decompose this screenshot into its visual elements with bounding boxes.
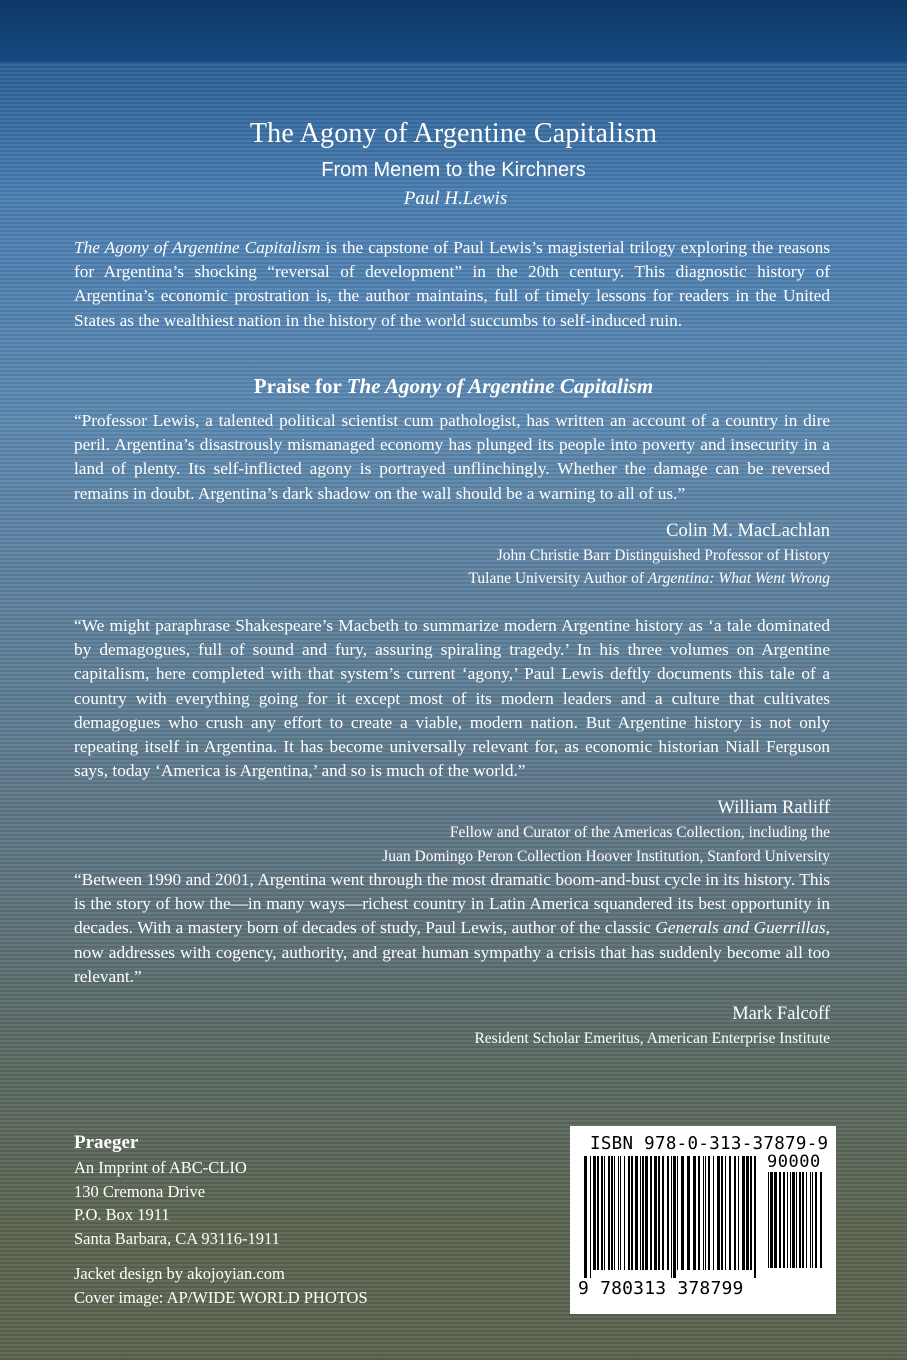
barcode-bar	[654, 1156, 657, 1270]
publisher-block	[74, 1130, 280, 1250]
barcode-bar	[783, 1172, 785, 1268]
barcode-bar	[729, 1156, 731, 1270]
book-author: Paul H.Lewis	[403, 188, 508, 209]
publisher-po-box: P.O. Box 1911	[74, 1205, 170, 1224]
barcode-bar	[774, 1172, 777, 1268]
barcode-bar	[750, 1156, 752, 1270]
quote-author-affiliation	[74, 567, 830, 591]
addon-barcode	[766, 1172, 826, 1276]
barcode-bar	[693, 1156, 696, 1270]
barcode-bar	[593, 1156, 596, 1270]
barcode-bar	[792, 1172, 795, 1268]
quote-author-name: Mark Falcoff	[732, 1004, 830, 1025]
barcode-bar	[770, 1172, 773, 1268]
quote-text: “Professor Lewis, a talented political scientist cum pathologist, has written an account of a country in dire peril. Argentina’s disastrously mismanaged economy has plunged its people into poverty and insecurity in a land of plenty. Its self-inflicted agony is portrayed unflinchingly. Whether the damage can be reversed remains in doubt. Argentina’s dark shadow on the wall should be a warning to all of us.”	[74, 411, 830, 503]
barcode-bar	[810, 1172, 811, 1268]
praise-heading-title: The Agony of Argentine Capitalism	[346, 374, 654, 398]
barcode-bar	[673, 1156, 676, 1278]
description-title-italic: The Agony of Argentine Capitalism	[74, 238, 321, 257]
quote-author-title: Fellow and Curator of the Americas Collection, including the	[449, 824, 830, 842]
praise-heading	[0, 371, 907, 401]
barcode-bar	[820, 1172, 822, 1268]
barcode-bar	[725, 1156, 726, 1270]
barcode-bar	[742, 1156, 745, 1270]
praise-quote-3	[74, 868, 830, 1051]
barcode-bar	[717, 1156, 720, 1270]
cover-image-credit: Cover image: AP/WIDE WORLD PHOTOS	[74, 1287, 368, 1307]
barcode-bar	[601, 1156, 603, 1270]
barcode-bar	[708, 1156, 710, 1270]
barcode-bar	[796, 1172, 797, 1268]
book-subtitle: From Menem to the Kirchners	[321, 159, 586, 181]
barcode-bar	[650, 1156, 652, 1270]
publisher-name: Praeger	[74, 1132, 139, 1153]
top-band	[0, 0, 907, 62]
quote-author-title: John Christie Barr Distinguished Professor of History	[496, 546, 830, 564]
barcode-bar	[687, 1156, 690, 1270]
barcode-bar	[611, 1156, 613, 1270]
barcode-bar	[620, 1156, 621, 1270]
jacket-design-credit: Jacket design by akojoyian.com	[74, 1264, 285, 1283]
barcode-bar	[812, 1172, 813, 1268]
barcode-bar	[604, 1156, 605, 1270]
publisher-street: 130 Cremona Drive	[74, 1181, 206, 1201]
barcode-bar	[746, 1156, 749, 1270]
description	[74, 236, 830, 333]
barcode-bar	[790, 1172, 791, 1268]
barcode-bar	[721, 1156, 723, 1270]
barcode-bar	[779, 1172, 781, 1268]
barcode-bar	[645, 1156, 648, 1270]
publisher-imprint: An Imprint of ABC-CLIO	[74, 1158, 247, 1177]
isbn-label: ISBN 978-0-313-37879-9	[590, 1134, 829, 1154]
affiliation-prefix: Tulane University Author of	[468, 570, 648, 588]
barcode-bar	[677, 1156, 678, 1270]
barcode-bar	[624, 1156, 625, 1270]
quote-text-italic: Generals and Guerrillas	[655, 918, 826, 938]
barcode-bar	[787, 1172, 788, 1268]
praise-quote-2	[74, 614, 830, 868]
barcode-bar	[597, 1156, 599, 1270]
barcode-bar	[681, 1156, 684, 1270]
quote-author-name: William Ratliff	[717, 798, 830, 819]
barcode-bar	[667, 1156, 669, 1270]
praise-quote-1	[74, 409, 830, 591]
barcode-bar	[799, 1172, 801, 1268]
barcode-bar	[642, 1156, 644, 1270]
title-block	[0, 112, 907, 214]
description-text	[74, 236, 830, 333]
barcode-bar	[713, 1156, 714, 1270]
quote-attribution	[74, 795, 830, 868]
barcode-bar	[754, 1156, 756, 1278]
affiliation-book-title: Argentina: What Went Wrong	[647, 570, 830, 588]
barcode-bar	[628, 1156, 630, 1270]
quote-attribution	[74, 518, 830, 591]
barcode-bar	[590, 1156, 591, 1278]
barcode-bar	[734, 1156, 736, 1270]
quote-author-title: Resident Scholar Emeritus, American Enterprise Institute	[474, 1030, 830, 1048]
quote-attribution	[74, 1001, 830, 1051]
barcode-bar	[662, 1156, 664, 1270]
quote-text-a: “Between 1990 and 2001, Argentina went through the most dramatic boom-and-bust cycle in its history. This is the story of how the—in many ways—richest country in Latin America squandered its best opportunity in decades. With a mastery born of decades of study, Paul Lewis, author of the classic	[74, 870, 830, 938]
barcode-bar	[705, 1156, 706, 1270]
ean-number: 9 780313 378799	[578, 1278, 744, 1299]
barcode-bar	[658, 1156, 660, 1270]
barcode-bar	[768, 1172, 769, 1268]
barcode-bar	[698, 1156, 700, 1270]
barcode-bar	[738, 1156, 739, 1270]
barcode-bar	[618, 1156, 619, 1270]
description-body: is the capstone of Paul Lewis’s magisterial trilogy exploring the reasons for Argentina’s shocking “reversal of development” in the 20th century. This diagnostic history of Argentina’s economic prostration is, the author maintains, full of timely lessons for readers in the United States as the wealthiest nation in the history of the world succumbs to self-induced ruin.	[74, 238, 830, 330]
barcode-box	[570, 1126, 836, 1314]
barcode-bar	[806, 1172, 807, 1268]
praise-heading-prefix: Praise for	[253, 374, 347, 398]
barcode-bar	[584, 1156, 587, 1278]
barcode-bar	[640, 1156, 641, 1270]
quote-text: “We might paraphrase Shakespeare’s Macbeth to summarize modern Argentine history as ‘a tale dominated by demagogues, full of sound and fury, assuring spiraling tragedy.’ In his three volumes on Argentine capitalism, here completed with that system’s current ‘agony,’ Paul Lewis deftly documents this tale of a country with everything going for it except most of its modern leaders and a culture that cultivates demagogues who crush any effort to create a viable, modern nation. But Argentine history is not only repeating itself in Argentina. It has become universally relevant for, as economic historian Niall Ferguson says, today ‘America is Argentina,’ and so is much of the world.”	[74, 616, 830, 781]
barcode-bar	[815, 1172, 817, 1268]
quote-author-affiliation: Juan Domingo Peron Collection Hoover Institution, Stanford University	[382, 847, 830, 865]
barcode-bar	[635, 1156, 638, 1270]
book-title: The Agony of Argentine Capitalism	[249, 118, 658, 149]
price-addon-number: 90000	[767, 1152, 821, 1172]
ean-barcode	[582, 1156, 762, 1278]
quote-author-name: Colin M. MacLachlan	[666, 520, 830, 541]
quote-text-b: , now addresses with cogency, authority, and great human sympathy a crisis that has suddenly become all too relevant.”	[74, 918, 830, 986]
barcode-bar	[703, 1156, 704, 1270]
barcode-bar	[631, 1156, 633, 1270]
credits-block	[74, 1262, 368, 1309]
barcode-bar	[671, 1156, 672, 1278]
barcode-bar	[608, 1156, 610, 1270]
quote-text	[74, 868, 830, 989]
barcode-bar	[614, 1156, 615, 1270]
publisher-city: Santa Barbara, CA 93116-1911	[74, 1228, 280, 1248]
barcode-bar	[802, 1172, 804, 1268]
